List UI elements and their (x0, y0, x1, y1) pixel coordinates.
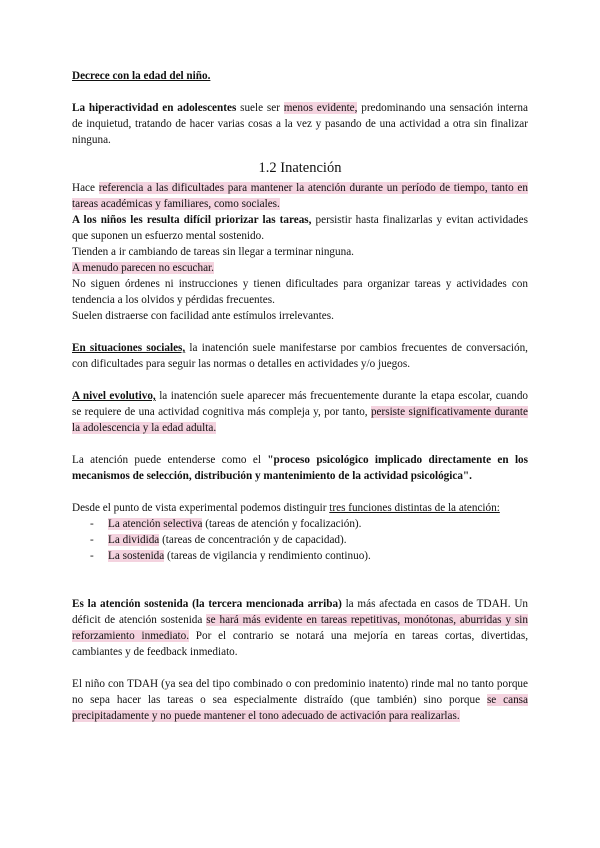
bold-quote: "proceso psicológico implicado directamente en los mecanismos de selección, distribución y mantenimiento de la actividad psicológica". (72, 454, 528, 482)
text-run: la inatención suele aparecer más frecuentemente durante la etapa escolar, cuando se requiere de una actividad cognitiva más compleja y, por tanto, (72, 390, 529, 418)
highlighted-phrase: La dividida (108, 534, 160, 546)
highlighted-phrase: persiste significativamente durante la adolescencia y la edad adulta. (72, 406, 528, 434)
bold-phrase: Es la atención sostenida (la tercera mencionada arriba) (72, 598, 342, 610)
text-run: la más afectada en casos de TDAH. Un déficit de atención sostenida (72, 598, 528, 626)
paragraph-definicion-inatencion (72, 180, 528, 212)
bold-phrase: A los niños les resulta difícil priorizar las tareas, (72, 214, 312, 226)
paragraph-experimental (72, 500, 528, 516)
text-run: persistir hasta finalizarlas y evitan actividades que suponen un esfuerzo mental sostenido. (72, 214, 528, 242)
bullet-dash: - (90, 534, 94, 546)
bold-underlined-phrase: A nivel evolutivo, (72, 390, 156, 402)
text-run: Por el contrario se notará una mejoría en tareas cortas, divertidas, cambiantes y de feedback inmediato. (72, 630, 528, 658)
text-run: (tareas de concentración y de capacidad). (159, 534, 347, 546)
paragraph-atencion-sostenida (72, 596, 528, 660)
text-run: (tareas de vigilancia y rendimiento continuo). (164, 550, 371, 562)
bold-underlined-phrase: En situaciones sociales, (72, 342, 186, 354)
attention-functions-list (72, 516, 528, 564)
text-run: La atención puede entenderse como el (72, 454, 268, 466)
highlighted-phrase: menos evidente, (283, 102, 358, 114)
highlighted-phrase: se cansa precipitadamente y no puede mantener el tono adecuado de activación para realizarlas. (72, 694, 528, 722)
underlined-phrase: tres funciones distintas de la atención: (329, 502, 500, 514)
bold-statement: Decrece con la edad del niño. (72, 70, 211, 82)
section-heading: 1.2 Inatención (258, 160, 342, 176)
paragraph-priorizar (72, 212, 528, 244)
highlighted-phrase: referencia a las dificultades para mantener la atención durante un período de tiempo, tanto en tareas académicas y familiares, como sociales. (72, 182, 528, 210)
text-run: (tareas de atención y focalización). (202, 518, 362, 530)
paragraph-adolescentes (72, 100, 528, 148)
paragraph-cambiando-tareas: Tienden a ir cambiando de tareas sin llegar a terminar ninguna. (72, 246, 354, 258)
paragraph-no-escuchar (72, 260, 528, 276)
paragraph-decrece (72, 68, 528, 84)
text-run: la inatención suele manifestarse por cambios frecuentes de conversación, con dificultades para seguir las normas o detalles en actividades y/o juegos. (72, 342, 528, 370)
text-run: El niño con TDAH (ya sea del tipo combinado o con predominio inatento) rinde mal no tanto porque no sepa hacer las tareas o sea especialmente distraído (que también) sino porque (72, 678, 528, 706)
highlighted-phrase: se hará más evidente en tareas repetitivas, monótonas, aburridas y sin reforzamiento inmediato. (72, 614, 528, 642)
paragraph-situaciones-sociales (72, 340, 528, 372)
paragraph-nino-tdah (72, 676, 528, 724)
text-run: suele ser (236, 102, 284, 114)
list-item (90, 516, 528, 532)
list-item (90, 548, 528, 564)
bullet-dash: - (90, 550, 94, 562)
highlighted-phrase: La atención selectiva (108, 518, 203, 530)
highlighted-phrase: A menudo parecen no escuchar. (72, 262, 214, 274)
text-run: predominando una sensación interna de inquietud, tratando de hacer varias cosas a la vez y pasando de una actividad a otra sin finalizar ninguna. (72, 102, 528, 146)
highlighted-phrase: La sostenida (108, 550, 165, 562)
list-item (90, 532, 528, 548)
paragraph-definicion-atencion (72, 452, 528, 484)
text-run: Desde el punto de vista experimental podemos distinguir (72, 502, 330, 514)
bullet-dash: - (90, 518, 94, 530)
paragraph-nivel-evolutivo (72, 388, 528, 436)
paragraph-distraerse: Suelen distraerse con facilidad ante estímulos irrelevantes. (72, 310, 334, 322)
text-run: Hace (72, 182, 99, 194)
bold-phrase: La hiperactividad en adolescentes (72, 102, 237, 114)
paragraph-ordenes: No siguen órdenes ni instrucciones y tienen dificultades para organizar tareas y actividades con tendencia a los olvidos y pérdidas frecuentes. (72, 278, 528, 306)
